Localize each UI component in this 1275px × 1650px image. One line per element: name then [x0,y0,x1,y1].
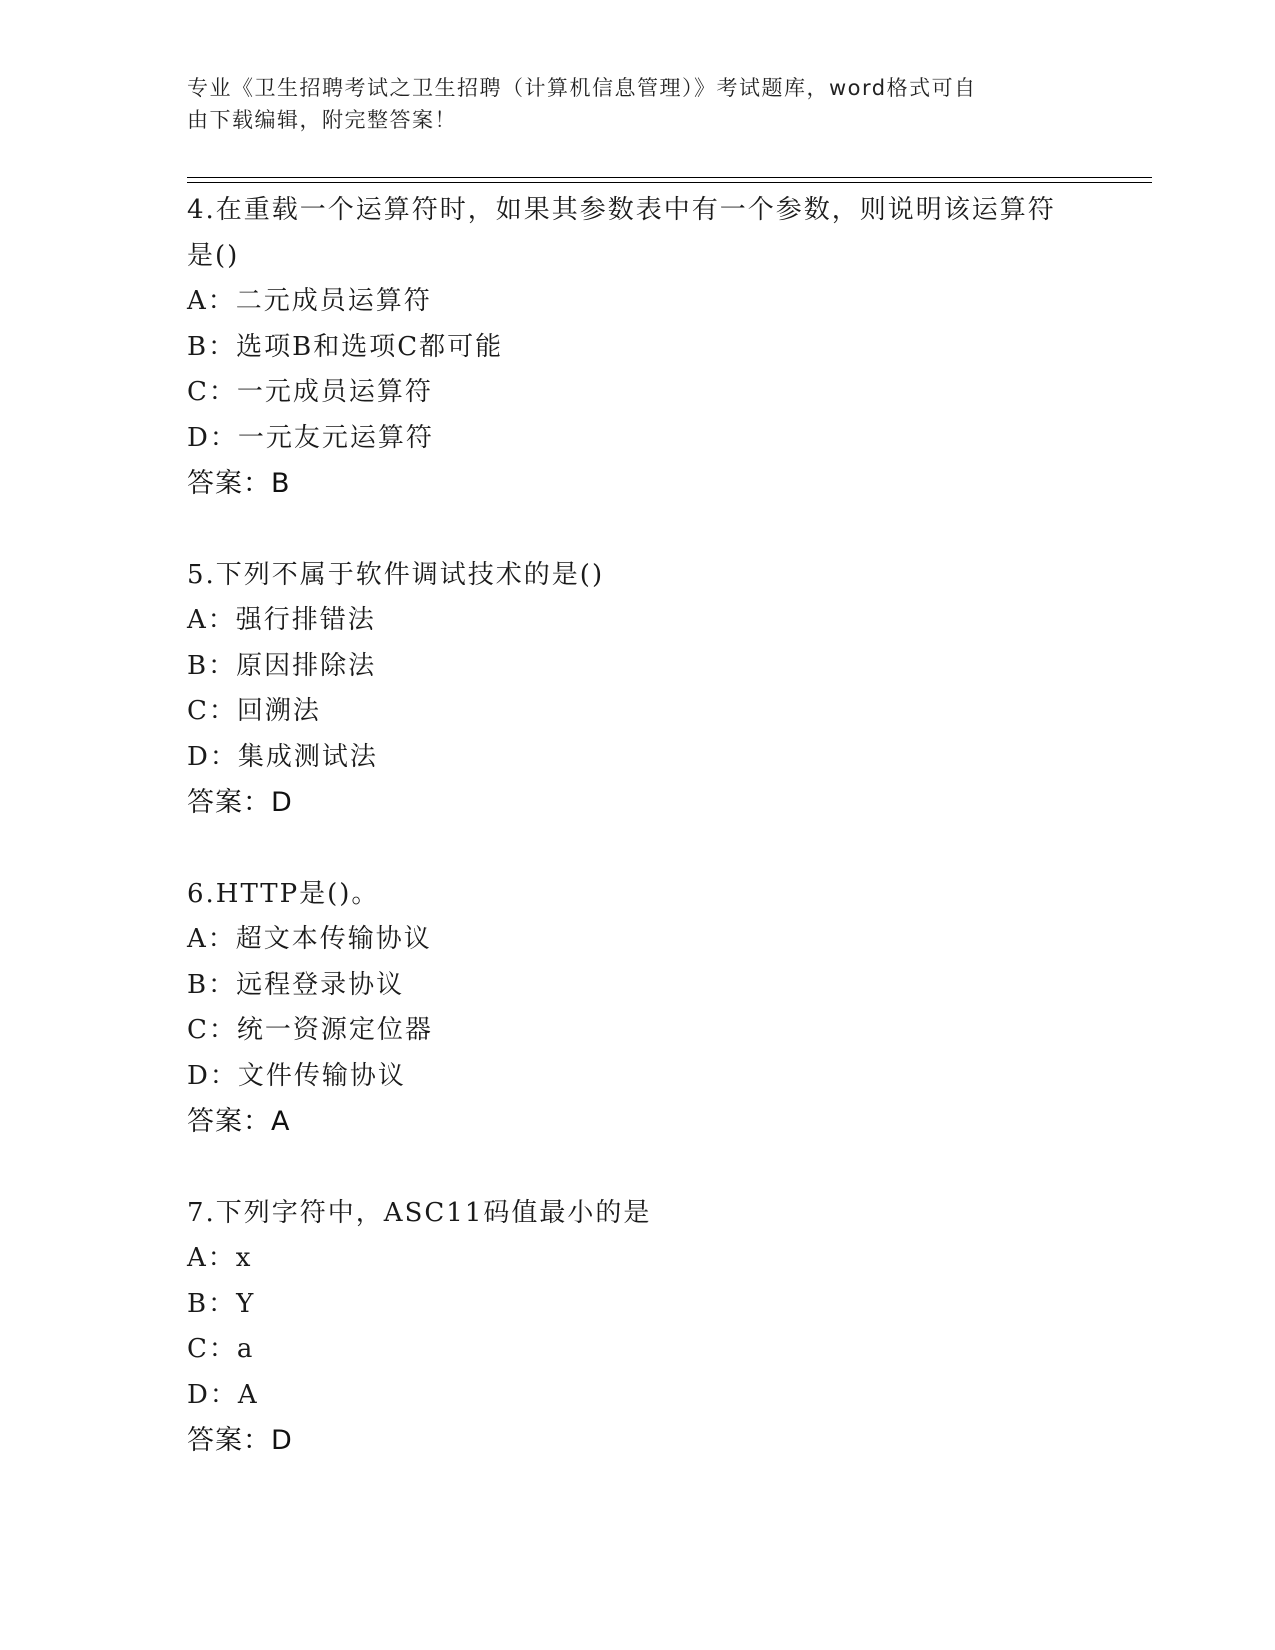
option-c: C：回溯法 [187,696,321,726]
option-a: A：强行排错法 [187,605,376,635]
option-a: A：超文本传输协议 [187,924,432,954]
question-spacer [187,826,1067,872]
option-d: D：文件传输协议 [187,1060,406,1091]
option-c: C：一元成员运算符 [187,377,433,407]
option-c: C：统一资源定位器 [187,1015,433,1045]
question-5 [187,553,1067,826]
header-line-1: 专业《卫生招聘考试之卫生招聘（计算机信息管理）》考试题库，word格式可自 [187,76,977,100]
question-stem: 5.下列不属于软件调试技术的是() [187,559,605,590]
option-b: B：远程登录协议 [187,969,405,1000]
question-spacer [187,1145,1067,1191]
header-divider-bottom [187,182,1152,183]
question-list [187,188,1067,1464]
answer: 答案：B [187,468,291,499]
option-c: C：a [187,1334,255,1364]
document-header [187,72,1087,136]
option-d: D：集成测试法 [187,741,378,772]
option-b: B：选项B和选项C都可能 [187,331,504,362]
question-6 [187,872,1067,1145]
answer: 答案：D [187,1425,293,1456]
option-a: A：二元成员运算符 [187,286,432,316]
header-line-2: 由下载编辑，附完整答案！ [187,108,457,132]
question-spacer [187,507,1067,553]
option-b: B：原因排除法 [187,650,377,681]
question-stem: 7.下列字符中，ASC11码值最小的是 [187,1197,652,1228]
answer: 答案：D [187,787,293,818]
answer: 答案：A [187,1106,291,1137]
question-stem: 4.在重载一个运算符时，如果其参数表中有一个参数，则说明该运算符是() [187,195,1056,271]
question-7 [187,1191,1067,1464]
header-divider-top [187,177,1152,178]
option-a: A：x [187,1243,253,1273]
option-d: D：A [187,1379,259,1410]
option-b: B：Y [187,1288,256,1319]
question-stem: 6.HTTP是()。 [187,878,380,909]
question-4 [187,188,1067,507]
option-d: D：一元友元运算符 [187,422,434,453]
